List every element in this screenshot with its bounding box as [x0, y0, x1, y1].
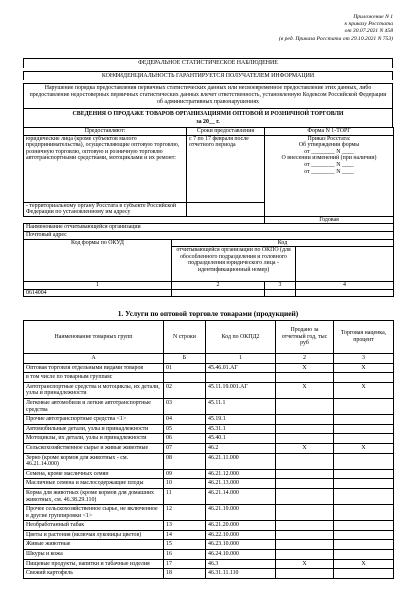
cell-line — [164, 373, 206, 383]
cell-line: 14 — [164, 530, 206, 540]
cell-markup — [334, 453, 394, 469]
cell-okpd: 46.21.12.000 — [206, 469, 276, 479]
cell-name: Прочее сельскохозяйственное сырье, не включенное в другие группировки <1> — [24, 505, 164, 521]
cell-name: Автомобильные детали, узлы и принадлежности — [24, 424, 164, 434]
col-num-4: 4 — [296, 282, 394, 290]
cell-okpd: 46.3 — [206, 559, 276, 569]
cell-name: Масличные семена и маслосодержащие плоды — [24, 479, 164, 489]
goods-colnum-row — [24, 354, 394, 364]
cell-line: 04 — [164, 415, 206, 425]
table-row — [24, 559, 394, 569]
header-name: Наименование товарных групп — [24, 321, 164, 354]
cell-markup — [334, 530, 394, 540]
cell-sold — [276, 488, 334, 504]
provider-text: юридические лица (кроме субъектов малого предпринимательства), осуществляющие оптовую торговлю, розничную торговлю, оптовую и розничную торговлю автотранспортными средствами, мотоциклами и их ремонт: — [24, 135, 187, 202]
cell-name: Пищевые продукты, напитки и табачные изделия — [24, 559, 164, 569]
code-header: Код — [172, 239, 394, 247]
order-from-1: от ________ N ____ — [304, 148, 354, 155]
period-value: Годовая — [265, 216, 394, 224]
cell-sold: X — [276, 382, 334, 398]
cell-sold: X — [276, 363, 334, 373]
observation-banner: ФЕДЕРАЛЬНОЕ СТАТИСТИЧЕСКОЕ НАБЛЮДЕНИЕ — [23, 58, 393, 68]
appendix-line-1: Приложение N 1 — [353, 14, 393, 20]
cell-name: Прочие автотранспортные средства <1> — [24, 415, 164, 425]
header-okpd: Код по ОКПД2 — [206, 321, 276, 354]
cell-name: Корма для животных (кроме кормов для домашних животных, см. 46.38.29.110) — [24, 488, 164, 504]
cell-name: Живые животные — [24, 540, 164, 550]
okud-code: 0614004 — [24, 289, 172, 297]
table-row — [24, 443, 394, 453]
table-row — [24, 550, 394, 560]
table-row — [24, 453, 394, 469]
cell-line: 02 — [164, 382, 206, 398]
cell-markup — [334, 434, 394, 444]
col-formno: Форма N 1-ТОРГ — [265, 128, 394, 136]
okpo-text: отчитывающейся организации по ОКПО (для обособленного подразделения и головного подразделения юридического лица - идентификационный номер) — [172, 247, 296, 282]
appendix-line-3: от 30.07.2021 N 458 — [344, 28, 393, 35]
cell-line: 16 — [164, 550, 206, 560]
cell-markup — [334, 424, 394, 434]
cell-sold — [276, 550, 334, 560]
cell-line: 08 — [164, 453, 206, 469]
cell-sold — [276, 434, 334, 444]
goods-table — [23, 320, 394, 579]
cell-markup — [334, 469, 394, 479]
cell-markup — [334, 373, 394, 383]
cell-markup — [334, 550, 394, 560]
table-row — [24, 373, 394, 383]
table-row — [24, 521, 394, 531]
col-num-1: 1 — [24, 282, 172, 290]
cell-okpd: 46.31.11.110 — [206, 569, 276, 579]
cell-name: Зерно (кроме кормов для животных - см. 46.21.14.000) — [24, 453, 164, 469]
section-title: 1. Услуги по оптовой торговле товарами (продукцией) — [117, 309, 299, 318]
cell-sold — [276, 453, 334, 469]
okud-code-row — [24, 289, 394, 297]
table-row — [24, 398, 394, 414]
cell-okpd: 46.22.10.000 — [206, 530, 276, 540]
postal-row — [24, 231, 394, 239]
cell-line: 12 — [164, 505, 206, 521]
table-row — [24, 505, 394, 521]
cell-okpd: 45.31.1 — [206, 424, 276, 434]
cell-line: 09 — [164, 469, 206, 479]
cell-sold — [276, 469, 334, 479]
cell-okpd: 45.40.1 — [206, 434, 276, 444]
colnum-2: 2 — [276, 354, 334, 364]
table-row — [24, 479, 394, 489]
table-row — [24, 488, 394, 504]
appendix-note — [213, 14, 393, 43]
cell-okpd: 45.19.1 — [206, 415, 276, 425]
cell-markup — [334, 505, 394, 521]
report-title — [23, 108, 393, 128]
colnum-1: 1 — [206, 354, 276, 364]
col-num-3: 3 — [265, 282, 296, 290]
table-row — [24, 415, 394, 425]
cell-name: Свежий картофель — [24, 569, 164, 579]
cell-okpd: 46.2 — [206, 443, 276, 453]
cell-name: Легковые автомобили и легкие автотранспортные средства — [24, 398, 164, 414]
cell-sold — [276, 424, 334, 434]
cell-sold — [276, 521, 334, 531]
code-header-row — [24, 239, 394, 247]
cell-name: Необработанный табак — [24, 521, 164, 531]
cell-line: 05 — [164, 424, 206, 434]
territorial-text: - территориальному органу Росстата в субъекте Российской Федерации по установленному им адресу — [24, 202, 187, 216]
header-markup: Торговая наценка, процент — [334, 321, 394, 354]
cell-line: 07 — [164, 443, 206, 453]
table-row — [24, 424, 394, 434]
cell-name: Оптовая торговля отдельными видами товаров — [24, 363, 164, 373]
postal-label: Почтовый адрес — [24, 231, 394, 239]
cell-sold — [276, 373, 334, 383]
form-meta-table — [23, 127, 394, 297]
cell-okpd: 46.24.10.000 — [206, 550, 276, 560]
cell-name: Цветы и растения (включая луковицы цветов) — [24, 530, 164, 540]
confidential-banner: КОНФИДЕНЦИАЛЬНОСТЬ ГАРАНТИРУЕТСЯ ПОЛУЧАТЕЛЕМ ИНФОРМАЦИИ — [23, 71, 393, 81]
order-block — [265, 135, 394, 216]
cell-markup — [334, 488, 394, 504]
cell-line: 15 — [164, 540, 206, 550]
header-sold: Продано за отчетный год, тыс руб — [276, 321, 334, 354]
cell-okpd: 46.21.13.000 — [206, 479, 276, 489]
col-provides: Предоставляют: — [24, 128, 187, 136]
cell-line: 03 — [164, 398, 206, 414]
cell-markup: X — [334, 363, 394, 373]
cell-line: 11 — [164, 488, 206, 504]
table-row — [24, 363, 394, 373]
goods-header-row — [24, 321, 394, 354]
cell-okpd: 46.21.20.000 — [206, 521, 276, 531]
form-header — [23, 58, 393, 128]
cell-line: 13 — [164, 521, 206, 531]
table-row — [24, 382, 394, 398]
table-row — [24, 469, 394, 479]
cell-markup: X — [334, 559, 394, 569]
cell-name: Сельскохозяйственное сырье и живые животные — [24, 443, 164, 453]
order-changes: О внесении изменений (при наличии) — [281, 155, 377, 162]
cell-sold — [276, 530, 334, 540]
colnum-3: 3 — [334, 354, 394, 364]
cell-okpd: 45.11.19.001.АГ — [206, 382, 276, 398]
order-title: Приказ Росстата: — [307, 135, 351, 142]
header-line: N строки — [164, 321, 206, 354]
appendix-line-2: к приказу Росстата — [344, 21, 393, 28]
cell-okpd: 45.46.01.АГ — [206, 363, 276, 373]
deadline-text: с 7 по 17 февраля после отчетного периода — [187, 135, 265, 202]
cell-line: 06 — [164, 434, 206, 444]
cell-markup — [334, 540, 394, 550]
cell-name: Мотоциклы, их детали, узлы и принадлежности — [24, 434, 164, 444]
cell-okpd: 45.11.1 — [206, 398, 276, 414]
cell-markup — [334, 521, 394, 531]
provider-row — [24, 135, 394, 202]
cell-name: Шкуры и кожа — [24, 550, 164, 560]
cell-name: Семена, кроме масличных семян — [24, 469, 164, 479]
report-year: за 20__ г. — [196, 119, 220, 125]
goods-table-body — [24, 321, 394, 579]
cell-sold: X — [276, 443, 334, 453]
cell-line: 18 — [164, 569, 206, 579]
table-row — [24, 540, 394, 550]
cell-sold — [276, 569, 334, 579]
cell-line: 17 — [164, 559, 206, 569]
cell-okpd: 46.21.11.000 — [206, 453, 276, 469]
cell-sold — [276, 540, 334, 550]
cell-markup — [334, 479, 394, 489]
code-okud-label: Код формы по ОКУД — [24, 239, 172, 282]
cell-sold — [276, 415, 334, 425]
cell-okpd: 46.21.14.000 — [206, 488, 276, 504]
cell-markup — [334, 569, 394, 579]
warning-text: Нарушение порядка предоставления первичных статистических данных или несвоевременное предоставление этих данных, либо предоставление недостоверных первичных статистических данных влечет ответственность, установленную Кодексом Российской Федерации об административных правонарушениях — [23, 83, 393, 108]
cell-line: 10 — [164, 479, 206, 489]
cell-name: в том числе по товарным группам: — [24, 373, 164, 383]
cell-okpd — [206, 373, 276, 383]
report-title-text: СВЕДЕНИЯ О ПРОДАЖЕ ТОВАРОВ ОРГАНИЗАЦИЯМИ ОПТОВОЙ И РОЗНИЧНОЙ ТОРГОВЛИ — [72, 111, 344, 117]
cell-okpd: 46.23.10.000 — [206, 540, 276, 550]
org-name-label: Наименование отчитывающейся организации — [24, 224, 394, 232]
order-approval: Об утверждении формы — [298, 142, 360, 149]
cell-name: Автотранспортные средства и мотоциклы, их детали, узлы и принадлежности — [24, 382, 164, 398]
col-numbers-row — [24, 282, 394, 290]
colnum-b: Б — [164, 354, 206, 364]
cell-markup — [334, 398, 394, 414]
cell-markup: X — [334, 382, 394, 398]
period-row — [24, 216, 394, 224]
cell-sold — [276, 479, 334, 489]
org-name-row — [24, 224, 394, 232]
form-meta-header-row — [24, 128, 394, 136]
cell-sold — [276, 505, 334, 521]
col-deadline: Сроки предоставления — [187, 128, 265, 136]
appendix-line-4: (в ред. Приказа Росстата от 29.10.2021 N 753) — [278, 35, 393, 42]
cell-markup: X — [334, 443, 394, 453]
cell-okpd: 46.21.19.000 — [206, 505, 276, 521]
table-row — [24, 530, 394, 540]
cell-markup — [334, 415, 394, 425]
cell-line: 01 — [164, 363, 206, 373]
col-num-2: 2 — [172, 282, 265, 290]
cell-sold — [276, 398, 334, 414]
table-row — [24, 569, 394, 579]
colnum-a: А — [24, 354, 164, 364]
order-from-3: от ________ N ____ — [304, 168, 354, 175]
table-row — [24, 434, 394, 444]
order-from-2: от ________ N ____ — [304, 161, 354, 168]
cell-sold: X — [276, 559, 334, 569]
